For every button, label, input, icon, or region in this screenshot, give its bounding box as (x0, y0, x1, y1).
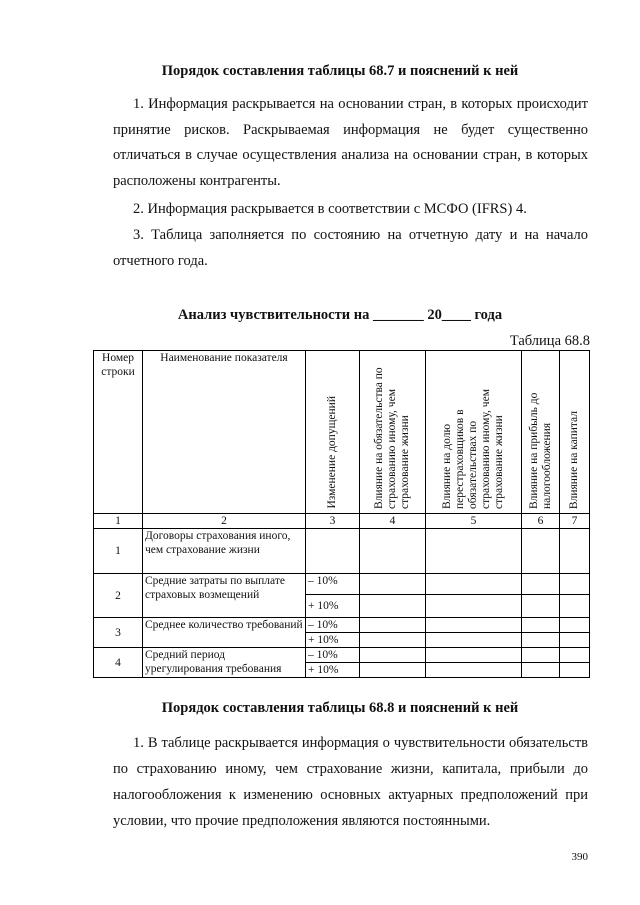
paragraph-2: 2. Информация раскрывается в соответствии с МСФО (IFRS) 4. (133, 201, 527, 217)
change-minus: – 10% (306, 618, 360, 633)
cell (560, 618, 590, 633)
paragraph-3: 3. Таблица заполняется по состоянию на отчетную дату и на начало отчетного года. (113, 227, 588, 269)
cell (306, 529, 360, 574)
cell (522, 618, 560, 633)
col-number: 7 (560, 514, 590, 529)
col-number: 4 (360, 514, 426, 529)
col-number: 6 (522, 514, 560, 529)
header-row-no: Номер строки (94, 351, 143, 514)
row-name: Договоры страхования иного, чем страхование жизни (143, 529, 306, 574)
heading-table-68-8: Порядок составления таблицы 68.8 и пояснений к ней (161, 700, 519, 716)
cell (560, 595, 590, 618)
table-row (94, 618, 590, 633)
header-effect-capital: Влияние на капитал (560, 351, 590, 514)
row-number: 3 (94, 618, 143, 648)
table-title: Анализ чувствительности на _______ 20____ года (177, 307, 503, 323)
cell (426, 529, 522, 574)
table-row (94, 574, 590, 595)
column-number-row (94, 514, 590, 529)
row-number: 4 (94, 648, 143, 678)
row-name: Среднее количество требований (143, 618, 306, 648)
cell (522, 595, 560, 618)
col-number: 5 (426, 514, 522, 529)
cell (426, 633, 522, 648)
change-plus: + 10% (306, 663, 360, 678)
cell (560, 574, 590, 595)
cell (360, 633, 426, 648)
cell (522, 648, 560, 663)
cell (426, 595, 522, 618)
header-indicator: Наименование показателя (143, 351, 306, 514)
header-row (94, 351, 590, 514)
row-name: Средний период урегулирования требования (143, 648, 306, 678)
cell (522, 574, 560, 595)
header-change: Изменение допущений (306, 351, 360, 514)
cell (560, 648, 590, 663)
col-number: 3 (306, 514, 360, 529)
cell (522, 633, 560, 648)
cell (522, 663, 560, 678)
cell (560, 529, 590, 574)
col-number: 1 (94, 514, 143, 529)
table-row (94, 529, 590, 574)
change-minus: – 10% (306, 574, 360, 595)
cell (426, 574, 522, 595)
row-number: 2 (94, 574, 143, 618)
cell (360, 663, 426, 678)
page-number: 390 (571, 851, 588, 863)
sensitivity-table (93, 350, 590, 678)
cell (560, 633, 590, 648)
header-effect-profit: Влияние на прибыль до налогообложения (522, 351, 560, 514)
col-number: 2 (143, 514, 306, 529)
header-effect-liabilities: Влияние на обязательства по страхованию иному, чем страхование жизни (360, 351, 426, 514)
header-effect-reinsurers: Влияние на долю перестраховщиков в обязательствах по страхованию иному, чем страхование жизни (426, 351, 522, 514)
table-label: Таблица 68.8 (509, 333, 590, 349)
row-number: 1 (94, 529, 143, 574)
cell (426, 663, 522, 678)
cell (360, 648, 426, 663)
change-plus: + 10% (306, 633, 360, 648)
paragraph-1: 1. Информация раскрывается на основании стран, в которых происходит принятие рисков. Раскрываемая информация не будет существенно отличаться в случае осуществления анализа на основании стран, в которых расположены контрагенты. (113, 96, 588, 189)
cell (360, 595, 426, 618)
cell (360, 574, 426, 595)
cell (560, 663, 590, 678)
cell (360, 618, 426, 633)
table-row (94, 648, 590, 663)
cell (426, 618, 522, 633)
cell (426, 648, 522, 663)
row-name: Средние затраты по выплате страховых возмещений (143, 574, 306, 618)
cell (360, 529, 426, 574)
change-minus: – 10% (306, 648, 360, 663)
heading-table-68-7: Порядок составления таблицы 68.7 и пояснений к ней (161, 63, 519, 79)
cell (522, 529, 560, 574)
change-plus: + 10% (306, 595, 360, 618)
paragraph-4: 1. В таблице раскрывается информация о чувствительности обязательств по страхованию иному, чем страхование жизни, капитала, прибыли до налогообложения к изменению основных актуарных предположений при условии, что прочие предположения являются постоянными. (113, 735, 588, 829)
